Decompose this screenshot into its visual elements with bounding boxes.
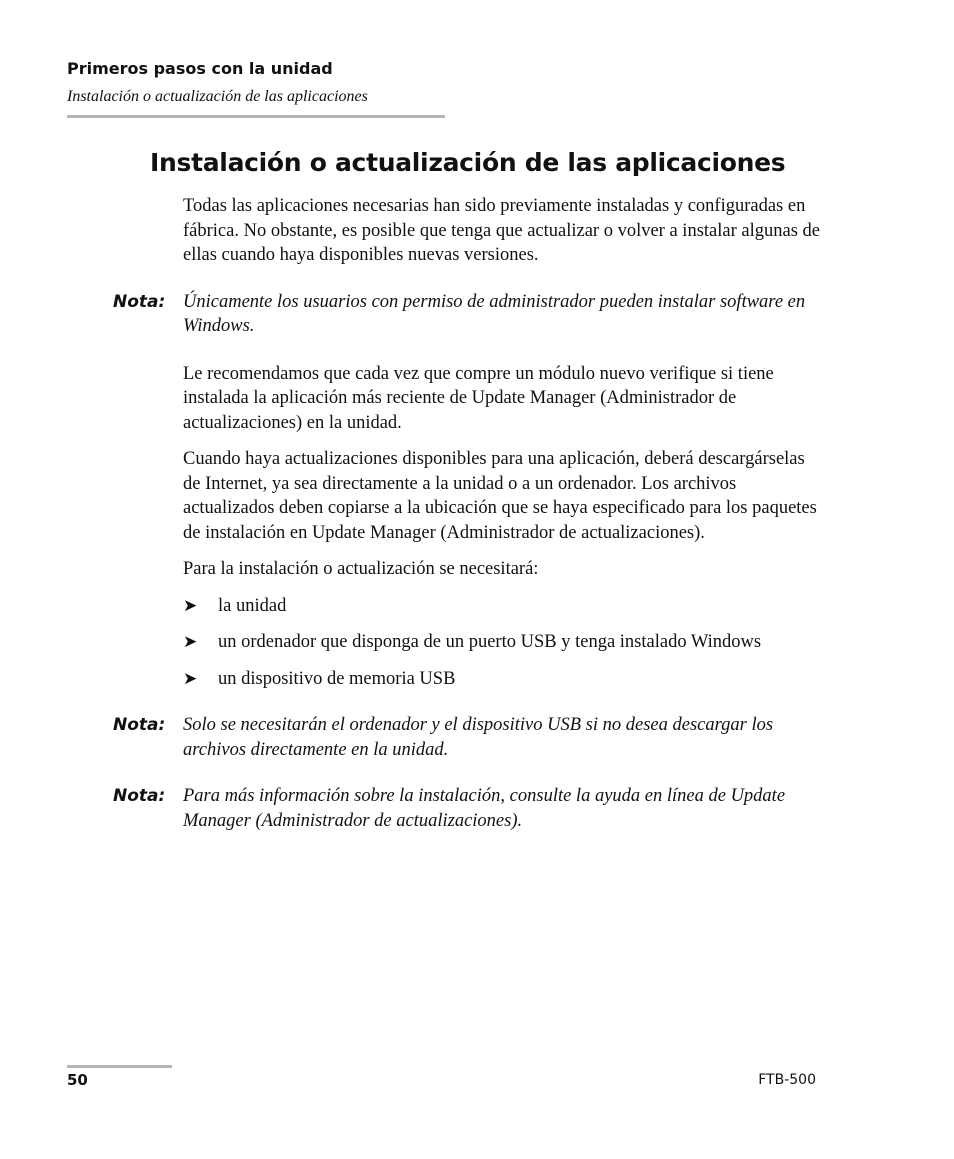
section-title: Instalación o actualización de las aplicaciones <box>67 88 368 105</box>
list-item: ➤ la unidad <box>183 594 823 619</box>
header-divider <box>67 115 445 118</box>
note-label: Nota: <box>113 715 166 735</box>
arrow-bullet-icon: ➤ <box>183 632 198 652</box>
intro-paragraph: Todas las aplicaciones necesarias han sido previamente instaladas y configuradas en fábrica. No obstante, es posible que tenga que actualizar o volver a instalar algunas de ellas cuando haya disponibles nuevas versiones. <box>183 196 820 265</box>
page-content <box>113 194 823 833</box>
chapter-title: Primeros pasos con la unidad <box>67 59 333 78</box>
arrow-bullet-icon: ➤ <box>183 668 198 689</box>
requirements-list <box>183 594 823 692</box>
page-title: Instalación o actualización de las aplicaciones <box>150 148 786 177</box>
note-usb <box>113 713 823 762</box>
product-name: FTB-500 <box>758 1072 816 1088</box>
recommendation-paragraph: Le recomendamos que cada vez que compre un módulo nuevo verifique si tiene instalada la aplicación más reciente de Update Manager (Administrador de actualizaciones) en la unidad. <box>183 363 774 433</box>
list-item: ➤ un ordenador que disponga de un puerto USB y tenga instalado Windows <box>183 630 823 655</box>
note-label: Nota: <box>113 291 166 312</box>
requirements-intro: Para la instalación o actualización se necesitará: <box>183 559 539 579</box>
footer-divider <box>67 1065 172 1068</box>
note-text: Para más información sobre la instalación, consulte la ayuda en línea de Update Manager (Administrador de actualizaciones). <box>183 786 786 831</box>
arrow-bullet-icon: ➤ <box>183 595 198 616</box>
note-admin <box>113 290 823 339</box>
updates-paragraph: Cuando haya actualizaciones disponibles para una aplicación, deberá descargárselas de Internet, ya sea directamente a la unidad o a un ordenador. Los archivos actualizados deben copiarse a la ubicación que se haya especificado para los paquetes de instalación en Update Manager (Administrador de actualizaciones). <box>183 449 817 543</box>
list-item: ➤ un dispositivo de memoria USB <box>183 667 823 692</box>
page-number: 50 <box>67 1071 88 1089</box>
note-label: Nota: <box>113 786 166 806</box>
note-help <box>113 784 823 833</box>
note-text: Solo se necesitarán el ordenador y el dispositivo USB si no desea descargar los archivos directamente en la unidad. <box>183 715 774 760</box>
running-header <box>67 58 368 108</box>
note-text: Únicamente los usuarios con permiso de administrador pueden instalar software en Windows. <box>183 291 806 336</box>
